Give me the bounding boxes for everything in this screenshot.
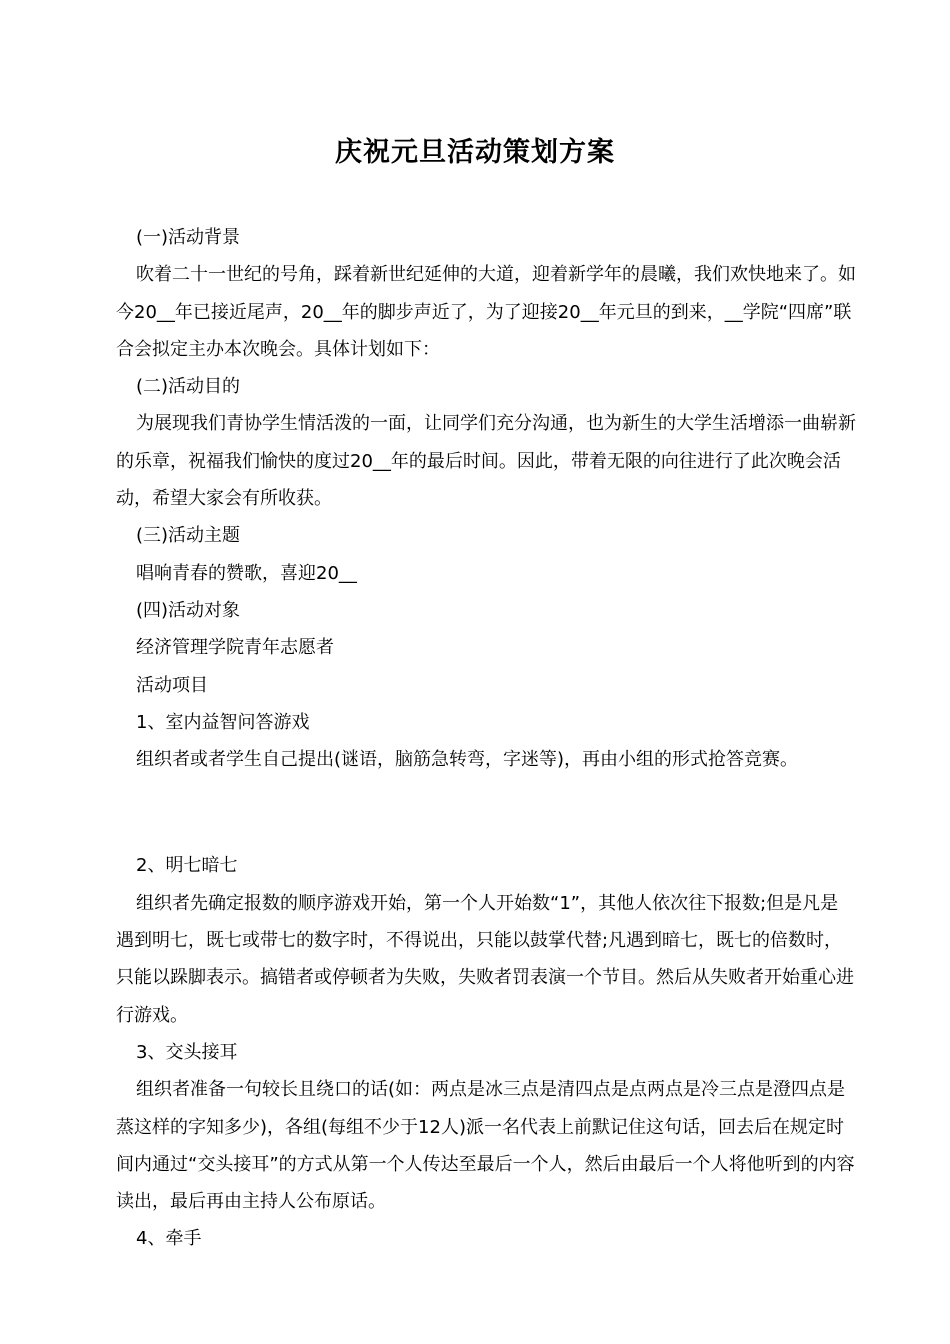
body-paragraph: 吹着二十一世纪的号角，踩着新世纪延伸的大道，迎着新学年的晨曦，我们欢快地来了。如今20__年已接近尾声，20__年的脚步声近了，为了迎接20__年元旦的到来，__学院“四席”联合会拟定主办本次晚会。具体计划如下： xyxy=(116,264,856,360)
section-heading: (二)活动目的 xyxy=(136,376,241,398)
body-paragraph: 组织者或者学生自己提出(谜语，脑筋急转弯，字迷等)，再由小组的形式抢答竞赛。 xyxy=(136,749,799,771)
section-heading: 经济管理学院青年志愿者 xyxy=(136,637,334,659)
body-paragraph: 为展现我们青协学生情活泼的一面，让同学们充分沟通，也为新生的大学生活增添一曲崭新的乐章，祝福我们愉快的度过20__年的最后时间。因此，带着无限的向往进行了此次晚会活动，希望大家会有所收获。 xyxy=(116,413,856,510)
document-body xyxy=(116,219,856,1258)
section-heading: (四)活动对象 xyxy=(136,599,241,621)
section-heading: (一)活动背景 xyxy=(136,227,241,248)
body-paragraph: 组织者先确定报数的顺序游戏开始，第一个人开始数“1”，其他人依次往下报数;但是凡是遇到明七，既七或带七的数字时，不得说出，只能以鼓掌代替;凡遇到暗七，既七的倍数时，只能以跺脚表示。搞错者或停顿者为失败，失败者罚表演一个节目。然后从失败者开始重心进行游戏。 xyxy=(116,892,854,1026)
section-heading: 活动项目 xyxy=(136,674,208,696)
section-heading: 4、牵手 xyxy=(136,1228,202,1250)
section-heading: 3、交头接耳 xyxy=(136,1041,238,1063)
section-heading: 1、室内益智问答游戏 xyxy=(136,711,310,733)
section-heading: (三)活动主题 xyxy=(136,525,241,547)
body-paragraph: 组织者准备一句较长且绕口的话(如：两点是冰三点是清四点是点两点是冷三点是澄四点是蒸这样的字知多少)，各组(每组不少于12人)派一名代表上前默记住这句话，回去后在规定时间内通过“交头接耳”的方式从第一个人传达至最后一个人，然后由最后一个人将他听到的内容读出，最后再由主持人公布原话。 xyxy=(116,1079,855,1213)
section-heading: 2、明七暗七 xyxy=(136,855,238,877)
section-heading: 唱响青春的赞歌，喜迎20__ xyxy=(136,562,357,584)
document-title: 庆祝元旦活动策划方案 xyxy=(335,137,615,168)
paragraph-spacer xyxy=(116,794,856,831)
